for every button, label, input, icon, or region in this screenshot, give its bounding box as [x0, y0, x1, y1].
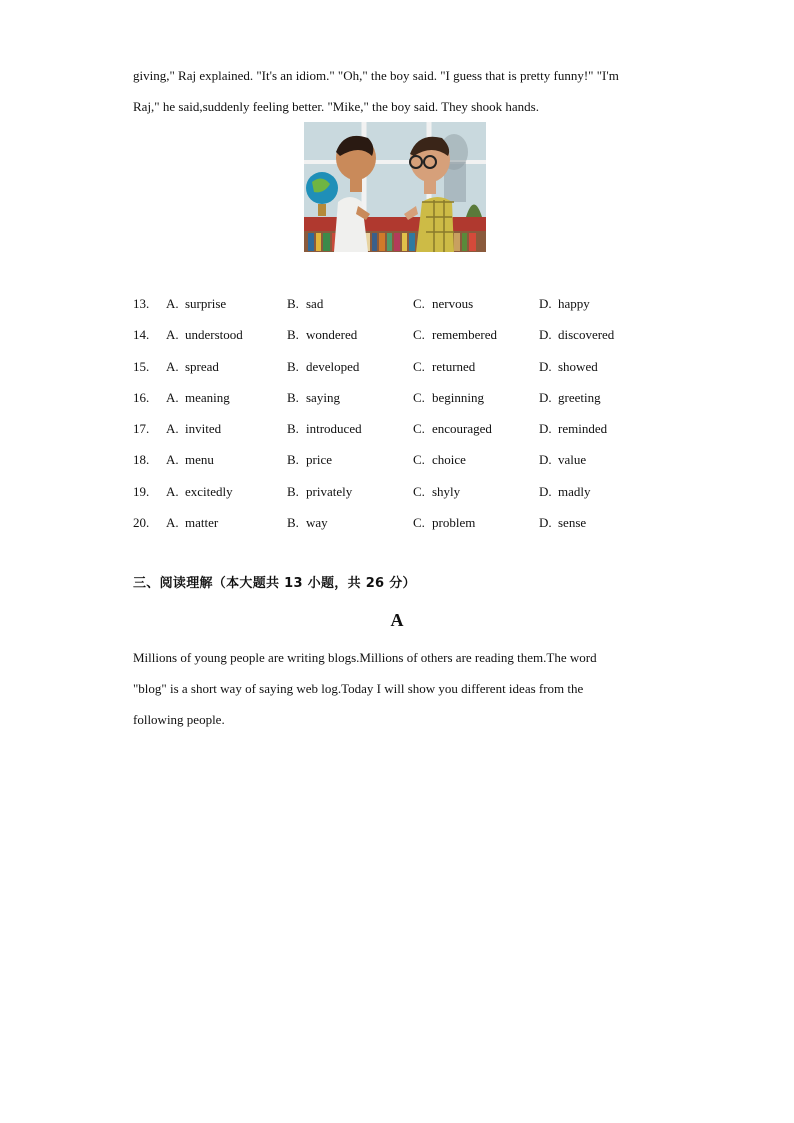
option-c: [413, 413, 492, 444]
option-c: [413, 319, 497, 350]
option-text: sad: [306, 296, 324, 311]
option-d: [539, 444, 586, 475]
option-d: [539, 507, 586, 538]
option-text: developed: [306, 358, 360, 374]
option-d: [539, 382, 601, 413]
option-b: [287, 382, 340, 413]
story-paragraph: [133, 60, 673, 122]
option-c: [413, 507, 475, 538]
question-row: [133, 444, 693, 475]
option-letter: A.: [166, 358, 179, 374]
option-b: [287, 507, 328, 538]
option-text: meaning: [185, 389, 230, 405]
option-c: [413, 476, 460, 507]
option-text: encouraged: [432, 421, 492, 437]
question-row: [133, 476, 693, 507]
passage-title: A: [390, 610, 404, 630]
option-text: matter: [185, 515, 219, 531]
question-number: 17.: [133, 421, 150, 437]
option-letter: D.: [539, 389, 552, 405]
option-a: [166, 444, 214, 475]
option-letter: B.: [287, 515, 299, 531]
question-number: 15.: [133, 358, 150, 374]
passage-line: "blog" is a short way of saying web log.Today I will show you different ideas from the: [133, 681, 584, 696]
option-text: value: [558, 452, 587, 468]
option-text: problem: [432, 515, 476, 531]
option-a: [166, 288, 226, 319]
option-text: discovered: [558, 327, 615, 343]
option-b: [287, 413, 362, 444]
story-line: giving," Raj explained. "It's an idiom." "Oh," the boy said. "I guess that is pretty funny!" "I'm: [133, 68, 619, 83]
option-letter: C.: [413, 452, 425, 468]
option-text: wondered: [306, 327, 358, 343]
option-b: [287, 319, 357, 350]
option-text: invited: [185, 421, 222, 437]
option-letter: B.: [287, 421, 299, 437]
option-letter: A.: [166, 483, 179, 499]
option-letter: A.: [166, 515, 179, 531]
option-letter: B.: [287, 327, 299, 343]
option-text: madly: [558, 483, 591, 499]
option-letter: D.: [539, 358, 552, 374]
option-text: sense: [558, 515, 587, 531]
option-text: reminded: [558, 421, 608, 437]
option-letter: D.: [539, 421, 552, 437]
question-number: 13.: [133, 296, 150, 311]
option-letter: A.: [166, 296, 179, 311]
option-letter: D.: [539, 483, 552, 499]
option-d: [539, 319, 614, 350]
option-c: [413, 351, 475, 382]
passage-paragraph: [133, 642, 673, 735]
option-letter: D.: [539, 515, 552, 531]
option-letter: C.: [413, 327, 425, 343]
option-a: [166, 351, 219, 382]
option-a: [166, 476, 233, 507]
option-text: privately: [306, 483, 353, 499]
question-row: [133, 382, 693, 413]
option-text: returned: [432, 358, 476, 374]
option-text: surprise: [185, 296, 227, 311]
options-list: [133, 288, 693, 538]
passage-line: Millions of young people are writing blogs.Millions of others are reading them.The word: [133, 650, 597, 665]
option-a: [166, 382, 230, 413]
question-row: [133, 413, 693, 444]
option-d: [539, 413, 607, 444]
question-row: [133, 351, 693, 382]
question-number: 19.: [133, 483, 150, 499]
option-c: [413, 444, 466, 475]
question-number: 16.: [133, 389, 150, 405]
option-d: [539, 288, 590, 319]
question-number: 14.: [133, 327, 150, 343]
heading-mid: 小题，共: [307, 576, 361, 591]
option-text: price: [306, 452, 332, 468]
option-b: [287, 351, 359, 382]
option-text: introduced: [306, 421, 362, 437]
question-number: 20.: [133, 515, 150, 531]
option-a: [166, 413, 221, 444]
story-line: Raj," he said,suddenly feeling better. "Mike," the boy said. They shook hands.: [133, 99, 539, 114]
option-text: beginning: [432, 389, 484, 405]
option-a: [166, 507, 218, 538]
option-text: nervous: [432, 296, 474, 311]
option-letter: D.: [539, 452, 552, 468]
option-letter: C.: [413, 515, 425, 531]
option-letter: C.: [413, 296, 425, 311]
option-letter: B.: [287, 452, 299, 468]
option-letter: B.: [287, 358, 299, 374]
option-letter: A.: [166, 327, 179, 343]
option-letter: A.: [166, 452, 179, 468]
option-letter: A.: [166, 389, 179, 405]
option-letter: D.: [539, 296, 552, 311]
option-d: [539, 351, 598, 382]
option-letter: C.: [413, 389, 425, 405]
option-text: showed: [558, 358, 598, 374]
option-letter: D.: [539, 327, 552, 343]
option-letter: B.: [287, 389, 299, 405]
option-text: way: [306, 515, 328, 531]
option-letter: C.: [413, 358, 425, 374]
option-letter: B.: [287, 483, 299, 499]
option-text: understood: [185, 327, 243, 343]
question-number: 18.: [133, 452, 150, 468]
question-row: [133, 288, 693, 319]
score-value: 26: [365, 576, 385, 591]
option-text: saying: [306, 389, 340, 405]
option-text: shyly: [432, 483, 461, 499]
option-b: [287, 444, 332, 475]
option-text: greeting: [558, 389, 601, 405]
option-b: [287, 476, 352, 507]
option-letter: C.: [413, 421, 425, 437]
option-d: [539, 476, 591, 507]
option-text: choice: [432, 452, 466, 468]
option-b: [287, 288, 323, 319]
option-letter: C.: [413, 483, 425, 499]
option-c: [413, 288, 473, 319]
option-text: happy: [558, 296, 590, 311]
passage-line: following people.: [133, 712, 225, 727]
question-row: [133, 319, 693, 350]
option-text: remembered: [432, 327, 497, 343]
option-text: excitedly: [185, 483, 233, 499]
section-heading: [133, 572, 416, 591]
heading-prefix: 三、阅读理解（本大题共: [133, 576, 280, 591]
option-text: spread: [185, 358, 219, 374]
option-a: [166, 319, 243, 350]
question-count: 13: [284, 576, 303, 591]
option-letter: A.: [166, 421, 179, 437]
option-letter: B.: [287, 296, 299, 311]
option-c: [413, 382, 484, 413]
two-boys-greeting-illustration: [304, 122, 486, 252]
heading-suffix: 分）: [389, 576, 416, 591]
question-row: [133, 507, 693, 538]
option-text: menu: [185, 452, 214, 468]
